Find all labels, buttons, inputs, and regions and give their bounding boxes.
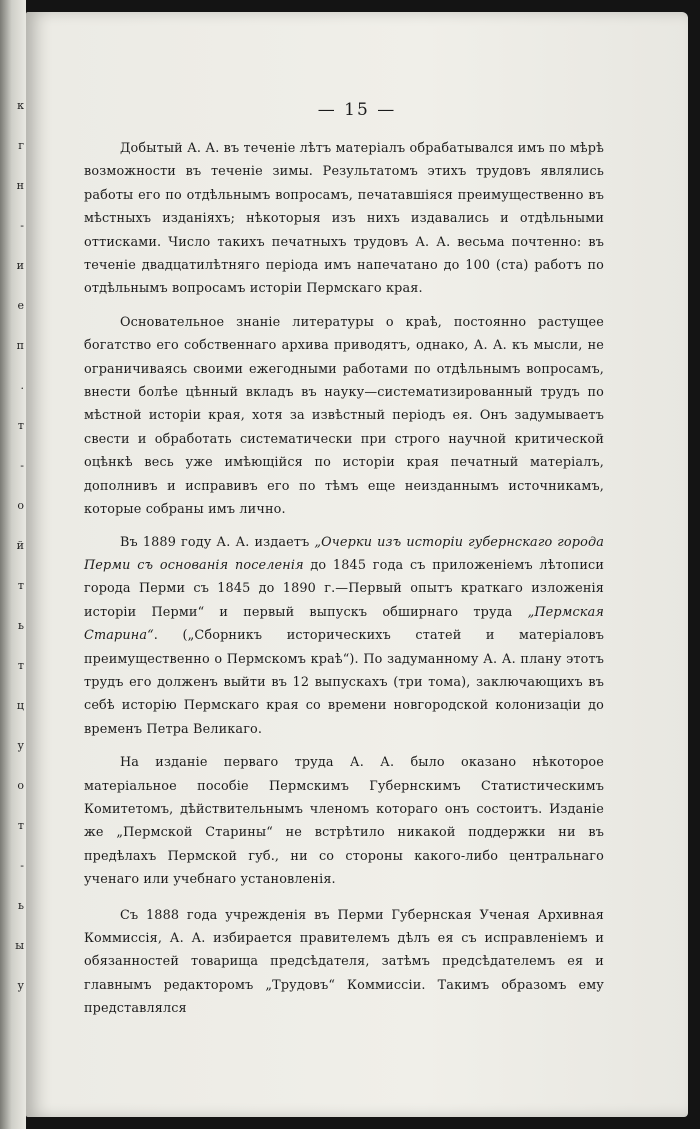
edge-glyph: у (17, 739, 24, 752)
paragraph: На изданіе перваго труда А. А. было оказано нѣкоторое матеріальное пособіе Пермскимъ Губернскимъ Статистическимъ Комитетомъ, дѣйствительнымъ членомъ котораго онъ состоитъ. Изданіе же „Пермской Старины“ не встрѣтило никакой поддержки ни въ предѣлахъ Пермской губ., ни со стороны какого-либо центральнаго ученаго или учебнаго установленія. (84, 755, 604, 888)
edge-glyph: т (17, 659, 24, 672)
edge-glyph: т (17, 579, 24, 592)
edge-glyph: г (18, 139, 24, 152)
edge-glyph: ы (15, 939, 24, 952)
edge-glyph: - (20, 219, 24, 232)
paragraph-text: Въ 1889 году А. А. издаетъ (120, 534, 315, 550)
edge-glyph: к (17, 99, 24, 112)
paragraph (84, 531, 604, 742)
edge-glyph: н (16, 179, 24, 192)
edge-glyph: - (20, 859, 24, 872)
edge-glyph: т (17, 419, 24, 432)
edge-glyph: е (17, 299, 24, 312)
page-number: — 15 — (317, 100, 397, 120)
edge-glyph: . (20, 379, 24, 392)
book-title: „Пермская Старина“ (84, 604, 604, 644)
book-title: „Очерки изъ исторіи губернскаго города Перми съ основанія поселенія (84, 534, 604, 573)
edge-glyph: ь (18, 899, 24, 912)
facing-page-edge (0, 0, 26, 1129)
paragraph-text: . („Сборникъ историческихъ статей и матеріаловъ преимущественно о Пермскомъ краѣ“). По задуманному А. А. плану этотъ трудъ его долженъ выйти въ 12 выпускахъ (три тома), заключающихъ въ себѣ исторію Пермскаго края со времени новгородской колонизаціи до временъ Петра Великаго. (84, 628, 604, 737)
book-page (26, 12, 688, 1117)
edge-glyph: й (16, 539, 24, 552)
edge-glyph: п (16, 339, 24, 352)
paragraph: Съ 1888 года учрежденія въ Перми Губернская Ученая Архивная Коммиссія, А. А. избирается правителемъ дѣлъ ея съ исправленіемъ и обязанностей товарища предсѣдателя, затѣмъ предсѣдателемъ ея и главнымъ редакторомъ „Трудовъ“ Коммиссіи. Такимъ образомъ ему представлялся (84, 907, 604, 1017)
edge-glyph: т (17, 819, 24, 832)
edge-glyph: у (17, 979, 24, 992)
paragraph: Основательное знаніе литературы о краѣ, постоянно растущее богатство его собственнаго архива приводятъ, однако, А. А. къ мысли, не ограничиваясь своими ежегодными работами по отдѣльнымъ вопросамъ, внести болѣе цѣнный вкладъ въ науку—систематизированный трудъ по мѣстной исторіи края, хотя за извѣстный періодъ ея. Онъ задумываетъ свести и обработать систематически при строго научной критической оцѣнкѣ весь уже имѣющійся по исторіи края печатный матеріалъ, дополнивъ и исправивъ его по тѣмъ еще неизданнымъ источникамъ, которые собраны имъ лично. (84, 314, 604, 518)
paragraph-text: до 1845 года съ приложеніемъ лѣтописи города Перми съ 1845 до 1890 г.—Первый опытъ краткаго изложенія исторіи Перми“ и первый выпускъ обширнаго труда (84, 557, 605, 620)
edge-glyph: о (17, 779, 24, 792)
paragraph: Добытый А. А. въ теченіе лѣтъ матеріалъ обрабатывался имъ по мѣрѣ возможности въ теченіе зимы. Результатомъ этихъ трудовъ являлись работы его по отдѣльнымъ вопросамъ, печатавшіяся преимущественно въ мѣстныхъ изданіяхъ; нѣкоторыя изъ нихъ издавались и отдѣльными оттисками. Число такихъ печатныхъ трудовъ А. А. весьма почтенно: въ теченіе двадцатилѣтняго періода имъ напечатано до 100 (ста) работъ по отдѣльнымъ вопросамъ исторіи Пермскаго края. (84, 141, 604, 297)
body-text (84, 137, 604, 1021)
edge-glyph: ц (16, 699, 24, 712)
edge-glyph: - (20, 459, 24, 472)
edge-glyph: о (17, 499, 24, 512)
edge-glyph: и (16, 259, 24, 272)
edge-glyph: ь (18, 619, 24, 632)
